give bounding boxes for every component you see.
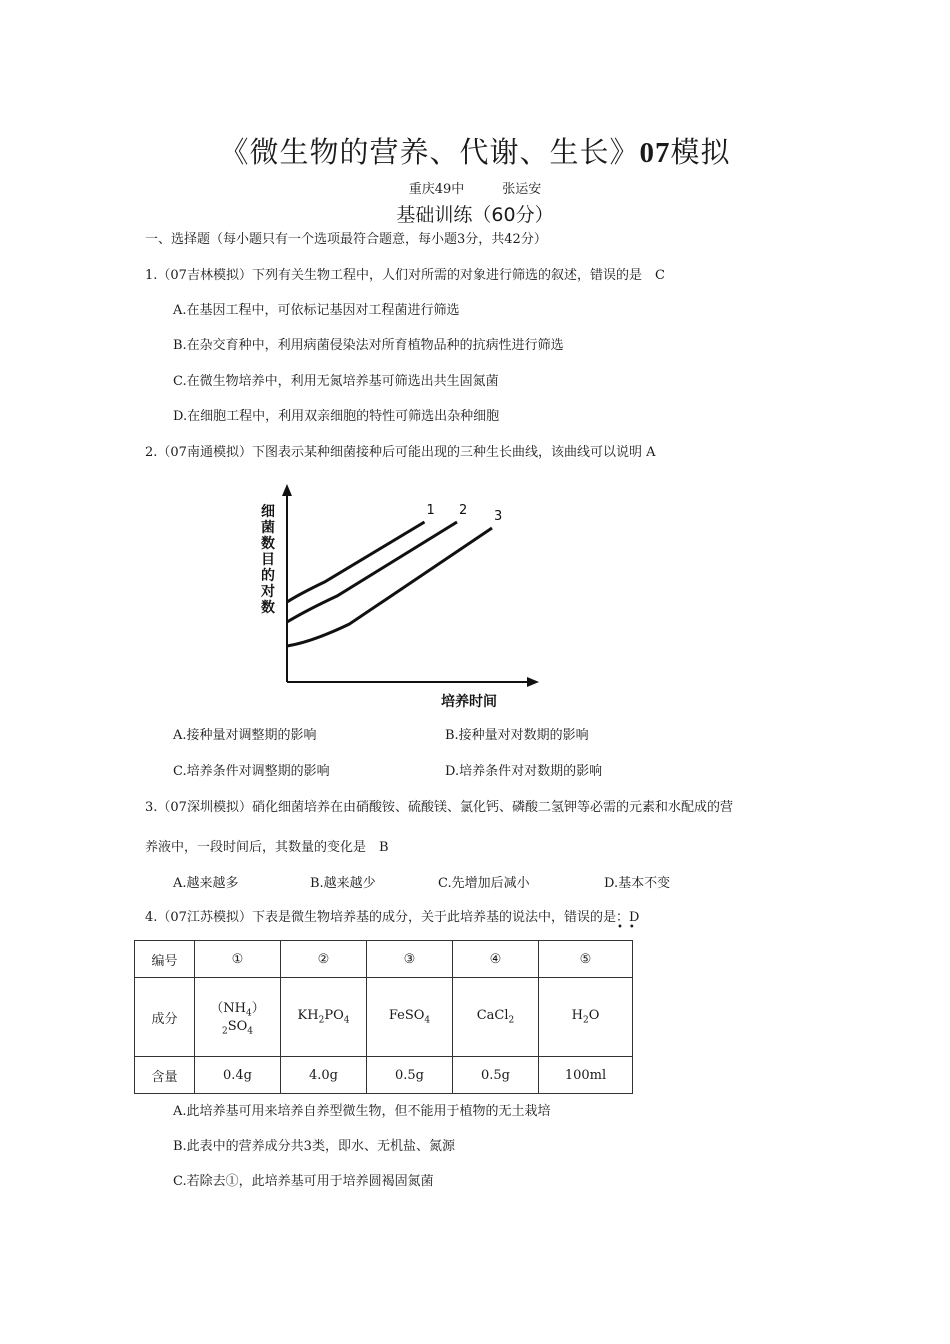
x-axis-arrow xyxy=(527,677,539,687)
cell-amount: 0.4g xyxy=(195,1057,281,1094)
q1-option-d: D.在细胞工程中，利用双亲细胞的特性可筛选出杂种细胞 xyxy=(173,409,500,424)
row-label-amount: 含量 xyxy=(135,1057,195,1094)
growth-curve-1 xyxy=(287,522,425,602)
cell-component: FeSO$_4$ xyxy=(367,978,453,1057)
cell-number: ⑤ xyxy=(539,941,633,978)
author-line xyxy=(0,178,950,197)
curve-label-1: 1 xyxy=(426,503,435,518)
table-row xyxy=(135,941,633,978)
q4-option-a: A.此培养基可用来培养自养型微生物，但不能用于植物的无土栽培 xyxy=(173,1104,551,1119)
author-school: 重庆49中 xyxy=(408,182,465,197)
x-axis-label: 培养时间 xyxy=(441,694,497,710)
q1-option-b: B.在杂交育种中，利用病菌侵染法对所育植物品种的抗病性进行筛选 xyxy=(173,338,564,353)
question-2-stem: 2.（07南通模拟）下图表示某种细菌接种后可能出现的三种生长曲线，该曲线可以说明 A xyxy=(145,445,656,460)
medium-composition-table xyxy=(134,940,633,1094)
cell-number: ① xyxy=(195,941,281,978)
curve-label-3: 3 xyxy=(494,509,503,524)
q1-option-a: A.在基因工程中，可依标记基因对工程菌进行筛选 xyxy=(173,303,460,318)
y-axis-arrow xyxy=(282,484,292,496)
q2-option-b: B.接种量对对数期的影响 xyxy=(445,728,589,743)
growth-curve-chart xyxy=(255,480,555,715)
cell-component: CaCl$_2$ xyxy=(453,978,539,1057)
q2-option-c: C.培养条件对调整期的影响 xyxy=(173,764,330,779)
cell-number: ② xyxy=(281,941,367,978)
cell-amount: 0.5g xyxy=(453,1057,539,1094)
curve-label-2: 2 xyxy=(459,503,468,518)
section-subtitle: 基础训练（60分） xyxy=(396,204,554,226)
question-1-stem: 1.（07吉林模拟）下列有关生物工程中，人们对所需的对象进行筛选的叙述，错误的是 C xyxy=(145,268,665,283)
row-label-component: 成分 xyxy=(135,978,195,1057)
cell-amount: 0.5g xyxy=(367,1057,453,1094)
q3-option-a: A.越来越多 xyxy=(173,876,239,891)
cell-component: $H_2O$ xyxy=(539,978,633,1057)
q3-option-b: B.越来越少 xyxy=(310,876,376,891)
cell-component: $(NH_4)_2SO_4$ xyxy=(195,978,281,1057)
cell-number: ④ xyxy=(453,941,539,978)
q4-option-c: C.若除去①，此培养基可用于培养圆褐固氮菌 xyxy=(173,1174,434,1189)
cell-number: ③ xyxy=(367,941,453,978)
cell-amount: 4.0g xyxy=(281,1057,367,1094)
growth-curve-2 xyxy=(287,522,457,622)
question-3-stem-line2: 养液中，一段时间后，其数量的变化是 B xyxy=(145,840,389,855)
y-axis-label: 细菌数目的对数 xyxy=(261,504,275,616)
table-row xyxy=(135,1057,633,1094)
q3-option-c: C.先增加后减小 xyxy=(438,876,530,891)
cell-amount: 100ml xyxy=(539,1057,633,1094)
question-3-stem-line1: 3.（07深圳模拟）硝化细菌培养在由硝酸铵、硫酸镁、氯化钙、磷酸二氢钾等必需的元素和水配成的营 xyxy=(145,800,733,815)
growth-curve-3 xyxy=(287,528,492,646)
cell-component: $KH_2PO_4$ xyxy=(281,978,367,1057)
question-4-stem: 4.（07江苏模拟）下表是微生物培养基的成分，关于此培养基的说法中，错误的是：D xyxy=(145,910,640,925)
row-label-number: 编号 xyxy=(135,941,195,978)
q1-option-c: C.在微生物培养中，利用无氮培养基可筛选出共生固氮菌 xyxy=(173,374,499,389)
q3-option-d: D.基本不变 xyxy=(604,876,671,891)
author-name: 张运安 xyxy=(502,182,542,197)
emphasis-dots: •• xyxy=(617,922,641,933)
section-heading: 一、选择题（每小题只有一个选项最符合题意，每小题3分，共42分） xyxy=(145,232,547,247)
page-title: 《微生物的营养、代谢、生长》07模拟 xyxy=(219,135,731,169)
q4-option-b: B.此表中的营养成分共3类，即水、无机盐、氮源 xyxy=(173,1139,455,1154)
table-row xyxy=(135,978,633,1057)
q2-option-d: D.培养条件对对数期的影响 xyxy=(445,764,603,779)
q2-option-a: A.接种量对调整期的影响 xyxy=(173,728,317,743)
